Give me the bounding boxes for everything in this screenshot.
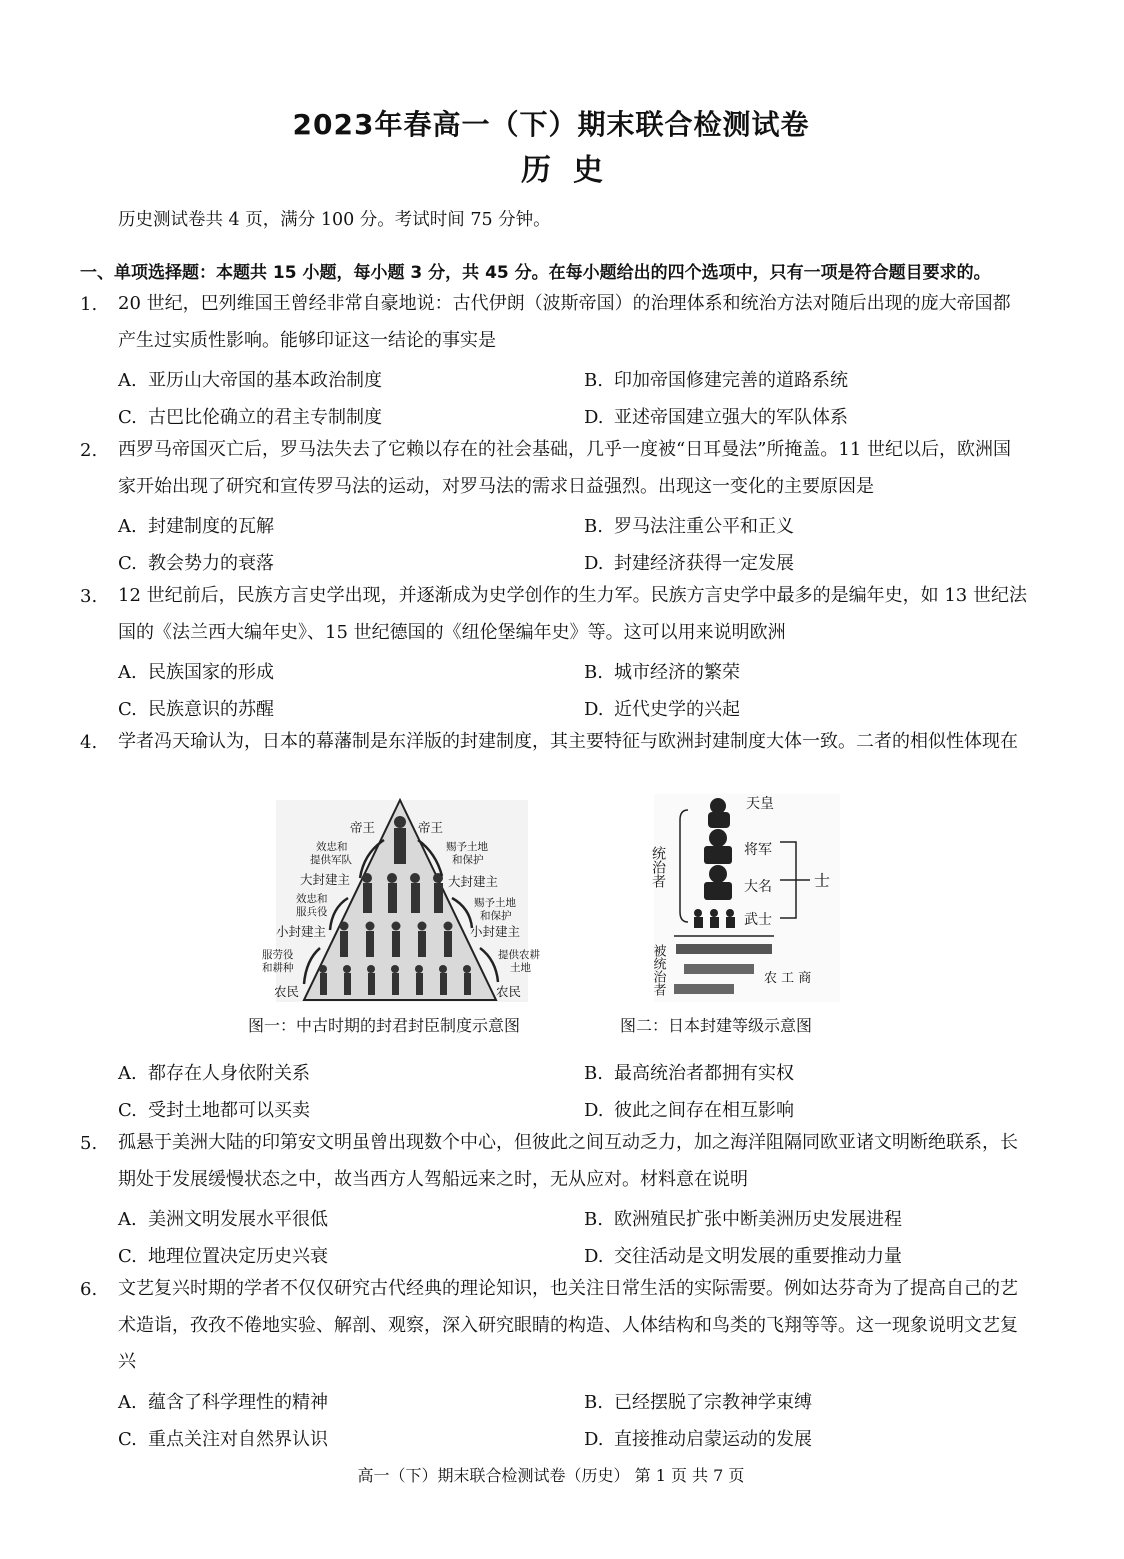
question-stem: 学者冯天瑜认为，日本的幕藩制是东洋版的封建制度，其主要特征与欧洲封建制度大体一致。二者的相似性体现在 [118, 731, 1018, 752]
label-peasant-left: 农民 [274, 984, 300, 999]
japan-hierarchy-diagram [652, 792, 852, 1004]
question-number: 5. [80, 1133, 98, 1154]
question-number: 4. [80, 732, 98, 753]
option-b[interactable]: B. 最高统治者都拥有实权 [584, 1063, 794, 1084]
page-footer: 高一（下）期末联合检测试卷（历史） 第 1 页 共 7 页 [357, 1466, 745, 1485]
option-d[interactable]: D. 亚述帝国建立强大的军队体系 [584, 407, 848, 428]
option-a[interactable]: A. 民族国家的形成 [118, 662, 274, 683]
option-d[interactable]: D. 封建经济获得一定发展 [584, 553, 794, 574]
option-a[interactable]: A. 封建制度的瓦解 [118, 516, 274, 537]
question-stem: 12 世纪前后，民族方言史学出现，并逐渐成为史学创作的生力军。民族方言史学中最多的是编年史，如 13 世纪法国的《法兰西大编年史》、15 世纪德国的《纽伦堡编年史》等。这可以用来说明欧洲 [118, 585, 1027, 643]
option-a[interactable]: A. 都存在人身依附关系 [118, 1063, 310, 1084]
section-heading: 一、单项选择题：本题共 15 小题，每小题 3 分，共 45 分。在每小题给出的四个选项中，只有一项是符合题目要求的。 [80, 263, 991, 283]
option-b[interactable]: B. 已经摆脱了宗教神学束缚 [584, 1392, 812, 1413]
label-peasant-right: 农民 [496, 984, 522, 999]
question-stem: 文艺复兴时期的学者不仅仅研究古代经典的理论知识，也关注日常生活的实际需要。例如达芬奇为了提高自己的艺术造诣，孜孜不倦地实验、解剖、观察，深入研究眼睛的构造、人体结构和鸟类的飞翔等等。这一现象说明文艺复兴 [118, 1278, 1018, 1372]
label-lord-right: 大封建主 [448, 874, 499, 889]
svg-text:提供军队: 提供军队 [310, 854, 352, 866]
svg-text:和保护: 和保护 [480, 910, 512, 922]
question-stem: 西罗马帝国灭亡后，罗马法失去了它赖以存在的社会基础，几乎一度被“日耳曼法”所掩盖。11 世纪以后，欧洲国家开始出现了研究和宣传罗马法的运动，对罗马法的需求日益强烈。出现这一变化的主要原因是 [118, 439, 1012, 497]
svg-text:赐予土地: 赐予土地 [446, 841, 488, 853]
figure-japan-hierarchy [652, 792, 852, 1008]
svg-text:服兵役: 服兵役 [296, 906, 328, 918]
exam-title: 2023年春高一（下）期末联合检测试卷 [292, 108, 810, 141]
label-king-right: 帝王 [418, 820, 444, 835]
svg-text:提供农耕: 提供农耕 [498, 949, 540, 961]
label-shi: 士 [814, 871, 831, 890]
label-bushi: 武士 [744, 912, 772, 928]
option-b[interactable]: B. 印加帝国修建完善的道路系统 [584, 370, 848, 391]
svg-text:和保护: 和保护 [452, 854, 484, 866]
option-c[interactable]: C. 重点关注对自然界认识 [118, 1429, 328, 1450]
label-rulers: 统治者 [650, 846, 666, 888]
option-b[interactable]: B. 欧洲殖民扩张中断美洲历史发展进程 [584, 1209, 902, 1230]
subject-title: 历史 [521, 153, 625, 188]
svg-text:服劳役: 服劳役 [262, 949, 294, 961]
figure-feudal-pyramid [248, 798, 548, 1008]
label-lord-left: 大封建主 [300, 872, 351, 887]
svg-text:效忠和: 效忠和 [316, 841, 348, 853]
label-ruled: 被统治者 [650, 944, 666, 996]
label-commoners: 农 工 商 [764, 971, 812, 986]
label-daimyo: 大名 [744, 879, 772, 895]
question-number: 2. [80, 440, 98, 461]
option-a[interactable]: A. 蕴含了科学理性的精神 [118, 1392, 328, 1413]
svg-text:赐予土地: 赐予土地 [474, 897, 516, 909]
option-c[interactable]: C. 民族意识的苏醒 [118, 699, 274, 720]
option-d[interactable]: D. 彼此之间存在相互影响 [584, 1100, 794, 1121]
option-c[interactable]: C. 受封土地都可以买卖 [118, 1100, 310, 1121]
label-shogun: 将军 [744, 842, 772, 858]
option-d[interactable]: D. 交往活动是文明发展的重要推动力量 [584, 1246, 902, 1267]
exam-intro: 历史测试卷共 4 页，满分 100 分。考试时间 75 分钟。 [118, 210, 551, 230]
option-c[interactable]: C. 古巴比伦确立的君主专制制度 [118, 407, 382, 428]
label-king-left: 帝王 [350, 820, 376, 835]
svg-text:效忠和: 效忠和 [296, 893, 328, 905]
option-b[interactable]: B. 城市经济的繁荣 [584, 662, 740, 683]
option-d[interactable]: D. 近代史学的兴起 [584, 699, 740, 720]
question-stem: 20 世纪，巴列维国王曾经非常自豪地说：古代伊朗（波斯帝国）的治理体系和统治方法对随后出现的庞大帝国都产生过实质性影响。能够印证这一结论的事实是 [118, 293, 1011, 351]
option-a[interactable]: A. 美洲文明发展水平很低 [118, 1209, 328, 1230]
question-stem: 孤悬于美洲大陆的印第安文明虽曾出现数个中心，但彼此之间互动乏力，加之海洋阻隔同欧亚诸文明断绝联系，长期处于发展缓慢状态之中，故当西方人驾船远来之时，无从应对。材料意在说明 [118, 1132, 1018, 1190]
svg-text:和耕种: 和耕种 [262, 962, 294, 974]
question-number: 1. [80, 294, 98, 315]
question-number: 3. [80, 586, 98, 607]
label-tenno: 天皇 [746, 796, 774, 812]
feudal-pyramid-diagram [248, 798, 548, 1004]
option-a[interactable]: A. 亚历山大帝国的基本政治制度 [118, 370, 382, 391]
svg-text:土地: 土地 [510, 962, 531, 974]
figure2-caption: 图二：日本封建等级示意图 [620, 1016, 813, 1035]
option-c[interactable]: C. 地理位置决定历史兴衰 [118, 1246, 328, 1267]
figure1-caption: 图一：中古时期的封君封臣制度示意图 [248, 1016, 521, 1035]
label-small-right: 小封建主 [470, 924, 521, 939]
option-d[interactable]: D. 直接推动启蒙运动的发展 [584, 1429, 812, 1450]
question-number: 6. [80, 1279, 98, 1300]
option-c[interactable]: C. 教会势力的衰落 [118, 553, 274, 574]
label-small-left: 小封建主 [276, 924, 327, 939]
option-b[interactable]: B. 罗马法注重公平和正义 [584, 516, 794, 537]
